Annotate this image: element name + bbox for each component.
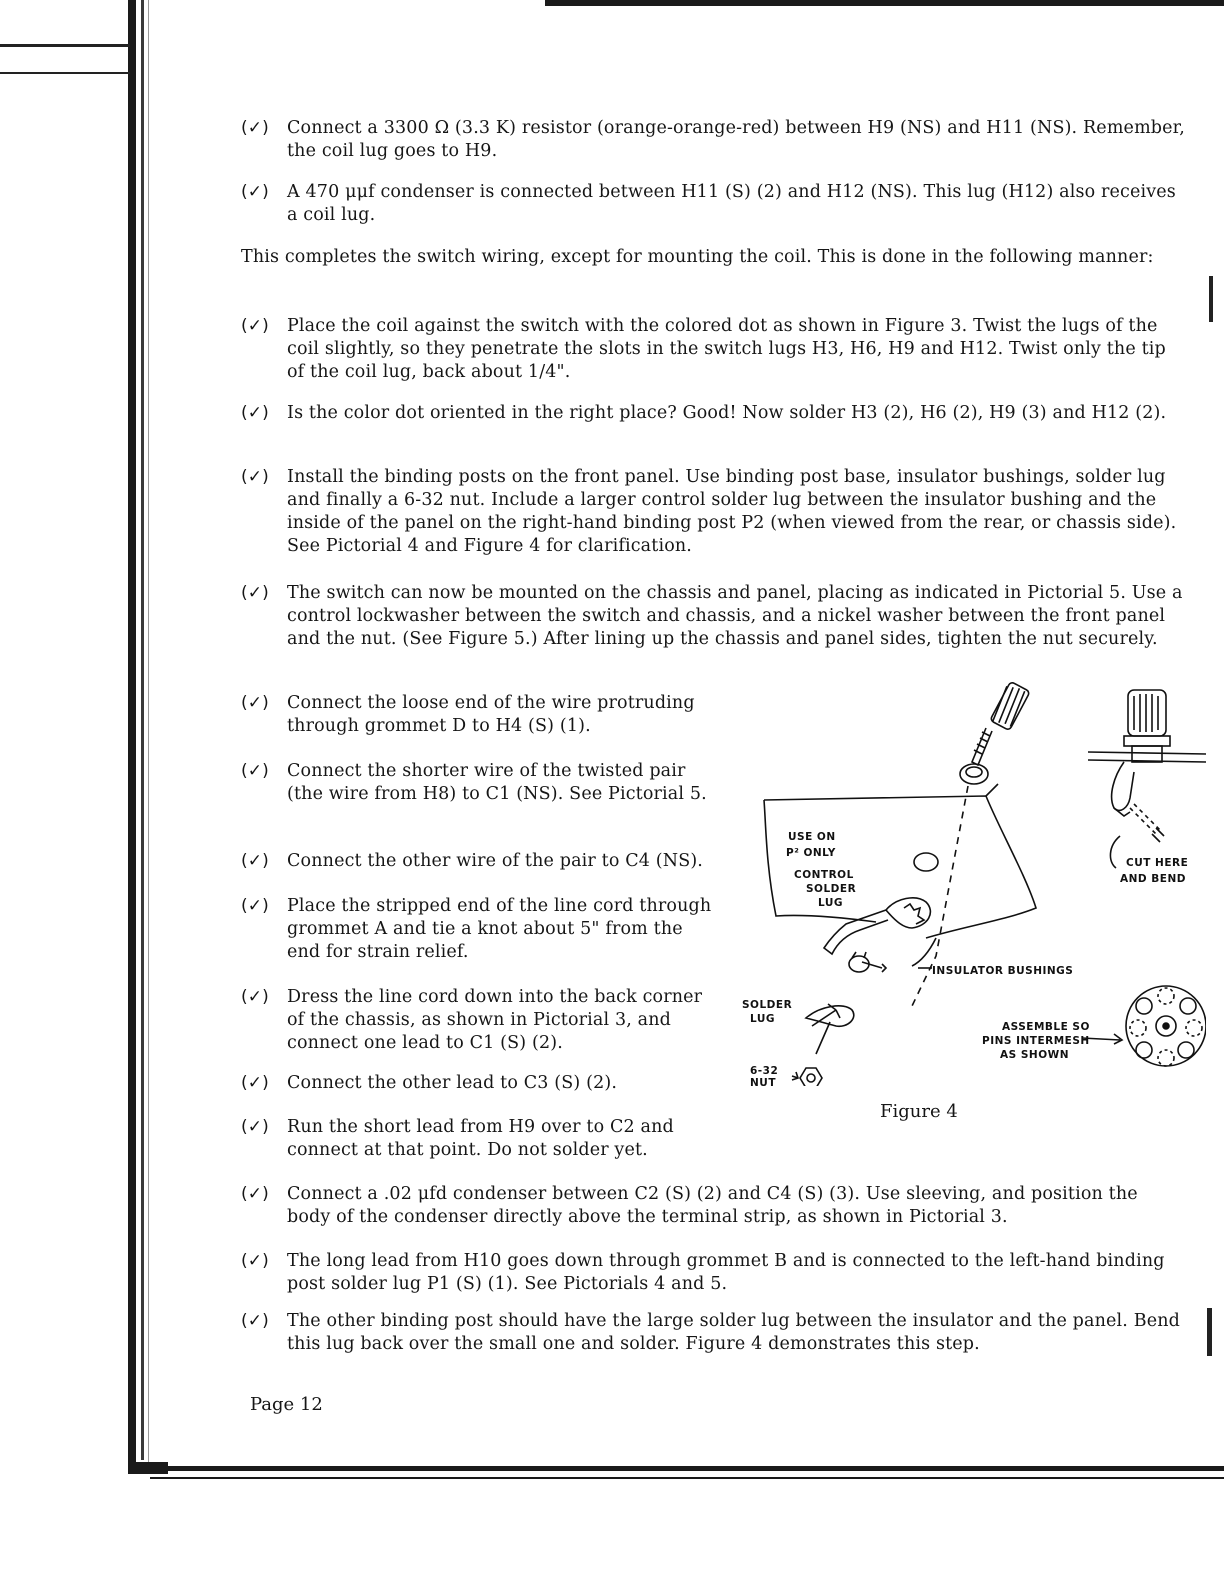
label-and-bend: AND BEND bbox=[1120, 873, 1186, 885]
page-number: Page 12 bbox=[250, 1394, 323, 1415]
step-other-wire bbox=[241, 850, 721, 873]
checkbox-mark: (✓) bbox=[241, 316, 269, 336]
checkbox-mark: (✓) bbox=[241, 1311, 269, 1331]
checkbox-mark: (✓) bbox=[241, 1117, 269, 1137]
label-solder-lug-bottom: LUG bbox=[750, 1013, 775, 1025]
label-p2-only: P² ONLY bbox=[786, 847, 836, 859]
step-text: Place the coil against the switch with the colored dot as shown in Figure 3. Twist the lugs of the coil slightly, so they penetrate the slots in the switch lugs H3, H6, H9 and H12. Twist only the tip of the coil lug, back about 1/4". bbox=[287, 316, 1166, 382]
checkbox-mark: (✓) bbox=[241, 1184, 269, 1204]
step-text: Connect the other wire of the pair to C4 (NS). bbox=[287, 851, 704, 871]
step-text: Connect a .02 μfd condenser between C2 (S) (2) and C4 (S) (3). Use sleeving, and position the body of the condenser directly above the terminal strip, as shown in Pictorial 3. bbox=[287, 1184, 1138, 1227]
label-nut-size: 6-32 bbox=[750, 1065, 779, 1077]
label-as-shown: AS SHOWN bbox=[1000, 1049, 1069, 1061]
label-use-on: USE ON bbox=[788, 831, 836, 843]
figure-caption: Figure 4 bbox=[880, 1101, 958, 1122]
step-text: The other binding post should have the large solder lug between the insulator and the panel. Bend this lug back over the small one and solder. Figure 4 demonstrates this step. bbox=[287, 1311, 1181, 1354]
step-text: Place the stripped end of the line cord through grommet A and tie a knot about 5" from the end for strain relief. bbox=[287, 896, 712, 962]
step-grommet-d bbox=[241, 692, 721, 738]
step-text: Connect the loose end of the wire protruding through grommet D to H4 (S) (1). bbox=[287, 693, 695, 736]
label-control-solder: SOLDER bbox=[806, 883, 857, 895]
checkbox-mark: (✓) bbox=[241, 118, 269, 138]
checkbox-mark: (✓) bbox=[241, 1251, 269, 1271]
step-text: The long lead from H10 goes down through grommet B and is connected to the left-hand binding post solder lug P1 (S) (1). See Pictorials 4 and 5. bbox=[287, 1251, 1165, 1294]
step-other-binding-post bbox=[241, 1310, 1186, 1356]
label-nut: NUT bbox=[750, 1077, 776, 1086]
step-place-coil bbox=[241, 315, 1186, 384]
step-resistor bbox=[241, 117, 1186, 163]
step-text: Is the color dot oriented in the right place? Good! Now solder H3 (2), H6 (2), H9 (3) and H12 (2). bbox=[287, 403, 1167, 423]
checkbox-mark: (✓) bbox=[241, 693, 269, 713]
step-text: Connect a 3300 Ω (3.3 K) resistor (orange-orange-red) between H9 (NS) and H11 (NS). Remember, the coil lug goes to H9. bbox=[287, 118, 1185, 161]
checkbox-mark: (✓) bbox=[241, 182, 269, 202]
checkbox-mark: (✓) bbox=[241, 761, 269, 781]
bottom-edge-line bbox=[150, 1466, 1224, 1471]
step-text: Run the short lead from H9 over to C2 and connect at that point. Do not solder yet. bbox=[287, 1117, 674, 1160]
checkbox-mark: (✓) bbox=[241, 467, 269, 487]
step-text: Install the binding posts on the front panel. Use binding post base, insulator bushings, solder lug and finally a 6-32 nut. Include a larger control solder lug between the insulator bushing and the inside of the panel on the right-hand binding post P2 (when viewed from the rear, or chassis side). See Pictorial 4 and Figure 4 for clarification. bbox=[287, 467, 1177, 556]
checkbox-mark: (✓) bbox=[241, 896, 269, 916]
step-condenser-470 bbox=[241, 181, 1186, 227]
step-color-dot bbox=[241, 402, 1186, 425]
step-text: A 470 μμf condenser is connected between H11 (S) (2) and H12 (NS). This lug (H12) also receives a coil lug. bbox=[287, 182, 1176, 225]
right-edge-mark bbox=[1207, 1308, 1212, 1356]
bottom-edge-line-thin bbox=[150, 1477, 1224, 1479]
checkbox-mark: (✓) bbox=[241, 987, 269, 1007]
binding-edge bbox=[0, 0, 160, 1584]
checkbox-mark: (✓) bbox=[241, 851, 269, 871]
label-control-lug: LUG bbox=[818, 897, 843, 909]
step-text: Dress the line cord down into the back corner of the chassis, as shown in Pictorial 3, and connect one lead to C1 (S) (2). bbox=[287, 987, 703, 1053]
label-solder-lug-top: SOLDER bbox=[742, 999, 793, 1011]
step-other-lead bbox=[241, 1072, 721, 1095]
label-assemble-so: ASSEMBLE SO bbox=[1002, 1021, 1090, 1033]
label-control: CONTROL bbox=[794, 869, 854, 881]
step-condenser-02 bbox=[241, 1183, 1186, 1229]
step-twisted-pair bbox=[241, 760, 721, 806]
step-text: Connect the shorter wire of the twisted pair (the wire from H8) to C1 (NS). See Pictorial 5. bbox=[287, 761, 707, 804]
step-text: The switch can now be mounted on the chassis and panel, placing as indicated in Pictorial 5. Use a control lockwasher between the switch and chassis, and a nickel washer between the front panel and the nut. (See Figure 5.) After lining up the chassis and panel sides, tighten the nut securely. bbox=[287, 583, 1183, 649]
step-binding-posts bbox=[241, 466, 1186, 558]
checkbox-mark: (✓) bbox=[241, 583, 269, 603]
label-cut-here: CUT HERE bbox=[1126, 857, 1189, 869]
label-pins-intermesh: PINS INTERMESH bbox=[982, 1035, 1090, 1047]
step-text: Connect the other lead to C3 (S) (2). bbox=[287, 1073, 618, 1093]
checkbox-mark: (✓) bbox=[241, 403, 269, 423]
checkbox-mark: (✓) bbox=[241, 1073, 269, 1093]
step-short-lead bbox=[241, 1116, 721, 1162]
step-mount-switch bbox=[241, 582, 1186, 651]
label-insulator-bushings: INSULATOR BUSHINGS bbox=[932, 965, 1074, 977]
step-line-cord bbox=[241, 895, 721, 964]
top-edge-line bbox=[545, 0, 1224, 6]
step-long-lead bbox=[241, 1250, 1186, 1296]
figure-4-illustration bbox=[736, 676, 1206, 1086]
right-edge-mark-upper bbox=[1209, 276, 1213, 322]
step-dress-cord bbox=[241, 986, 721, 1055]
paragraph-switch-wiring: This completes the switch wiring, except for mounting the coil. This is done in the following manner: bbox=[241, 247, 1154, 267]
